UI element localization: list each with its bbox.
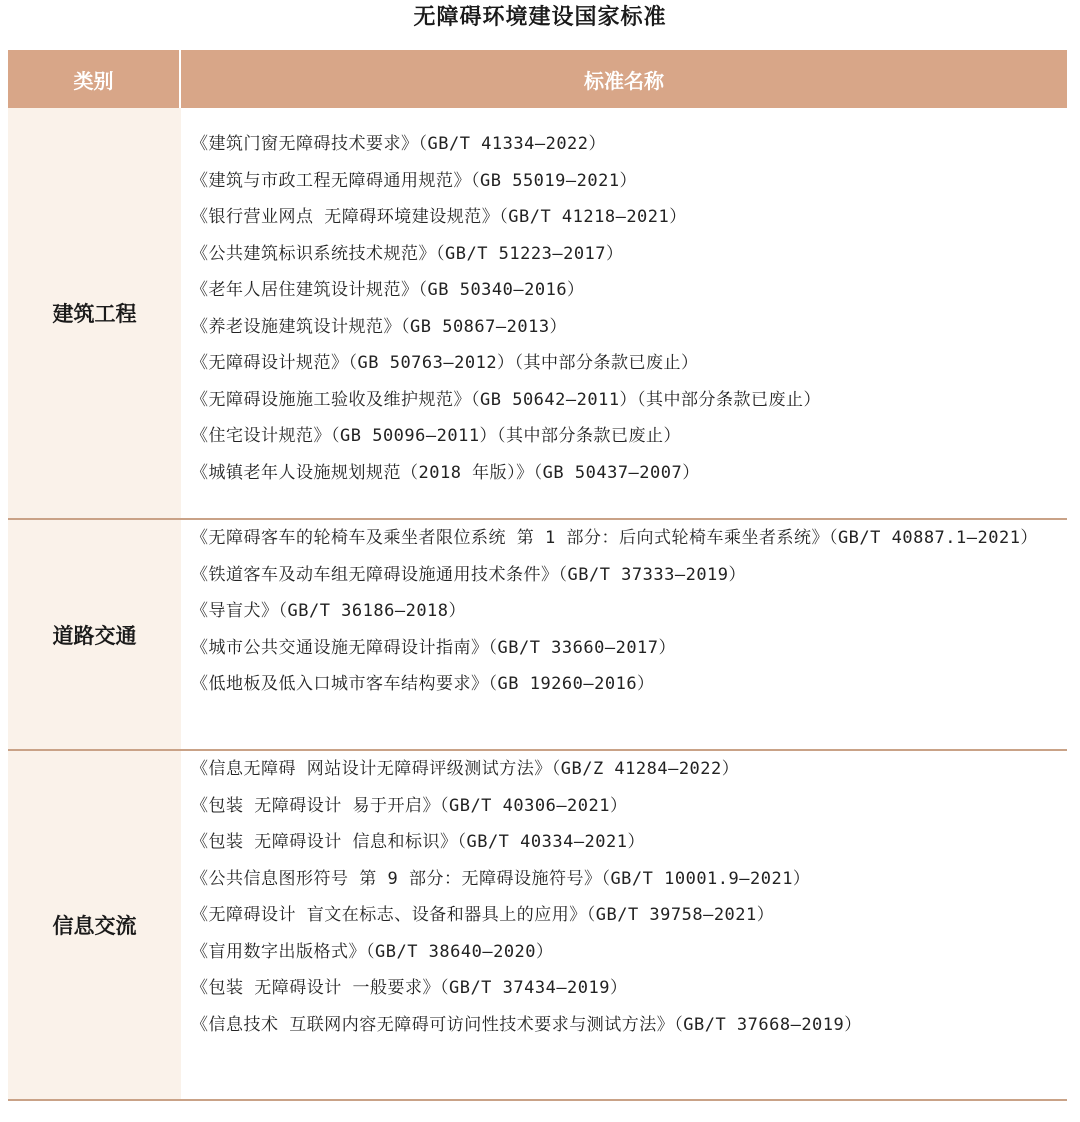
standard-item: 《信息无障碍 网站设计无障碍评级测试方法》（GB/Z 41284—2022） bbox=[191, 759, 740, 779]
standard-item: 《养老设施建筑设计规范》（GB 50867—2013） bbox=[191, 316, 568, 337]
standard-item: 《包装 无障碍设计 易于开启》（GB/T 40306—2021） bbox=[191, 795, 628, 816]
page-title: 无障碍环境建设国家标准 bbox=[413, 5, 667, 30]
standard-item: 《无障碍设计 盲文在标志、设备和器具上的应用》（GB/T 39758—2021） bbox=[191, 905, 775, 925]
standard-item: 《银行营业网点 无障碍环境建设规范》（GB/T 41218—2021） bbox=[191, 207, 687, 227]
section-row-information bbox=[8, 751, 1067, 1101]
standards-list-building bbox=[181, 108, 1067, 518]
standard-item: 《城市公共交通设施无障碍设计指南》（GB/T 33660—2017） bbox=[191, 637, 677, 658]
table-header-row bbox=[8, 50, 1067, 108]
standard-item: 《无障碍客车的轮椅车及乘坐者限位系统 第 1 部分：后向式轮椅车乘坐者系统》（GB/T 40887.1—2021） bbox=[191, 528, 1038, 548]
header-standard-name: 标准名称 bbox=[584, 68, 664, 93]
standard-item: 《无障碍设计规范》（GB 50763—2012）（其中部分条款已废止） bbox=[191, 353, 699, 373]
standards-table bbox=[8, 50, 1067, 1101]
standard-item: 《公共信息图形符号 第 9 部分：无障碍设施符号》（GB/T 10001.9—2021） bbox=[191, 868, 811, 889]
section-row-building bbox=[8, 108, 1067, 520]
standard-item: 《低地板及低入口城市客车结构要求》（GB 19260—2016） bbox=[191, 674, 655, 694]
standard-item: 《盲用数字出版格式》（GB/T 38640—2020） bbox=[191, 941, 554, 962]
standard-item: 《无障碍设施施工验收及维护规范》（GB 50642—2011）（其中部分条款已废止） bbox=[191, 389, 822, 410]
standard-item: 《建筑与市政工程无障碍通用规范》（GB 55019—2021） bbox=[191, 170, 638, 191]
standard-item: 《建筑门窗无障碍技术要求》（GB/T 41334—2022） bbox=[191, 134, 607, 154]
section-row-traffic bbox=[8, 520, 1067, 751]
standard-item: 《包装 无障碍设计 信息和标识》（GB/T 40334—2021） bbox=[191, 832, 645, 852]
category-cell-traffic: 道路交通 bbox=[8, 520, 181, 749]
category-cell-building: 建筑工程 bbox=[8, 108, 181, 518]
standards-list-traffic bbox=[181, 520, 1067, 749]
header-category: 类别 bbox=[8, 50, 181, 108]
standard-item: 《铁道客车及动车组无障碍设施通用技术条件》（GB/T 37333—2019） bbox=[191, 564, 747, 585]
standard-item: 《包装 无障碍设计 一般要求》（GB/T 37434—2019） bbox=[191, 978, 628, 998]
standards-list-information bbox=[181, 751, 1067, 1099]
standard-item: 《住宅设计规范》（GB 50096—2011）（其中部分条款已废止） bbox=[191, 426, 682, 446]
standard-item: 《信息技术 互联网内容无障碍可访问性技术要求与测试方法》（GB/T 37668—2019） bbox=[191, 1014, 862, 1035]
standard-item: 《导盲犬》（GB/T 36186—2018） bbox=[191, 601, 467, 621]
category-cell-information: 信息交流 bbox=[8, 751, 181, 1099]
standard-item: 《老年人居住建筑设计规范》（GB 50340—2016） bbox=[191, 280, 585, 300]
standard-item: 《城镇老年人设施规划规范（2018 年版）》（GB 50437—2007） bbox=[191, 462, 700, 483]
standard-item: 《公共建筑标识系统技术规范》（GB/T 51223—2017） bbox=[191, 243, 624, 264]
